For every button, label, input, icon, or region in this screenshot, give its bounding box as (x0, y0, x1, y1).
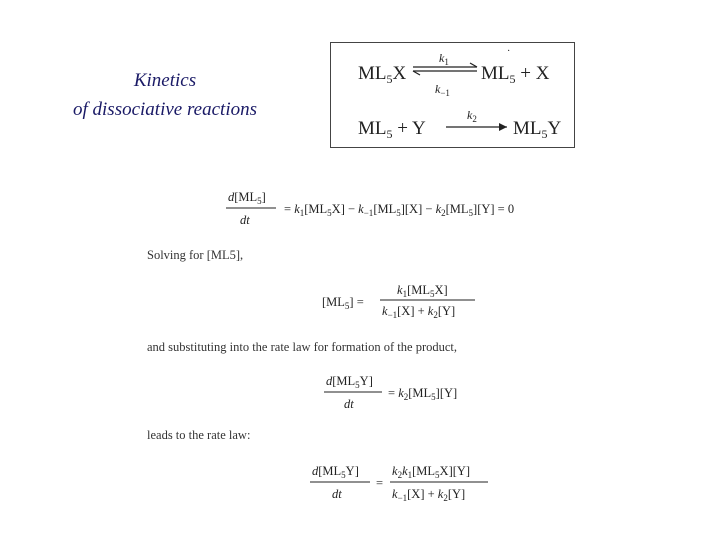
svg-text:dt: dt (344, 397, 354, 411)
svg-text:ML5 + Y: $ML_5 + Y$ (358, 118, 426, 141)
reaction-scheme (331, 43, 574, 147)
scheme-line-2 (358, 108, 562, 141)
svg-text:d[ML5Y]: $d[ML_5Y]$ (312, 464, 359, 480)
product-rate-equation (324, 370, 484, 414)
svg-text:k1: $k_1$ (439, 51, 449, 67)
steady-state-equation (226, 186, 586, 230)
svg-text:k2k1[ML5X][Y]: $k_2k_1[ML_5X][Y]$ (392, 464, 471, 480)
svg-text:k−1[X] + k2[Y]: $k_{-1}[X] + k_2[Y]$ (382, 304, 456, 320)
svg-text:= k2[ML5][Y]: = $k_2[ML_5][Y]$ (388, 386, 458, 402)
leads-text: leads to the rate law: (147, 428, 251, 442)
svg-text:ML5 + X: $ML_5 + X$ (481, 63, 550, 86)
title-line-2: of dissociative reactions (73, 99, 257, 120)
slide-title (30, 66, 300, 124)
svg-text:k1[ML5X]: $k_1[ML_5X]$ (397, 283, 448, 299)
svg-text:= k1[ML5X] − k−1[ML5][X] − k2[: = $k_1[ML_5X] - k_{-1}[ML_5][X] - k_2[ML_5][Y] = 0$ (284, 202, 515, 218)
substituting-text: and substituting into the rate law for formation of the product, (147, 340, 457, 354)
title-line-1: Kinetics (133, 70, 197, 91)
svg-text:d[ML5]: $d[ML_5]$ (228, 190, 266, 206)
svg-text:d[ML5Y]: $d[ML_5Y]$ (326, 374, 373, 390)
svg-text:k−1: $k_{-1}$ (435, 82, 450, 98)
scheme-line-1 (358, 46, 550, 98)
svg-text:dt: dt (240, 213, 250, 227)
svg-text:k−1[X] + k2[Y]: $k_{-1}[X] + k_2[Y]$ (392, 487, 466, 503)
svg-text:k2: $k_2$ (467, 108, 477, 124)
svg-text:=: = (376, 476, 384, 490)
svg-text:dt: dt (332, 487, 342, 501)
svg-text:·: · (507, 46, 511, 57)
svg-text:[ML5] =: $[ML_5]$ = (322, 295, 364, 311)
reaction-scheme-box (330, 42, 575, 148)
solving-text: Solving for [ML5], (147, 248, 244, 262)
svg-text:ML5X: $ML_5X$ (358, 63, 407, 86)
rate-law-equation (310, 460, 500, 506)
svg-text:ML5Y: $ML_5Y$ (513, 118, 562, 141)
ml5-expression-equation (322, 280, 492, 324)
